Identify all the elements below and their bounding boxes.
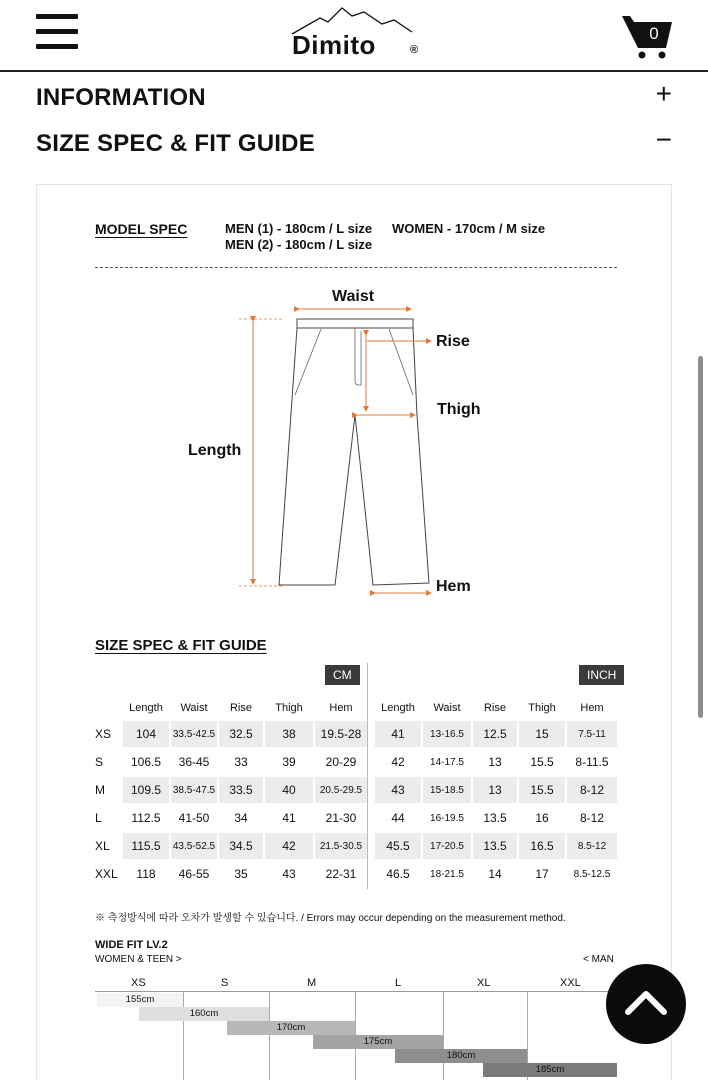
size-label: XL <box>95 839 110 853</box>
table-cell: 34.5 <box>219 833 263 859</box>
table-row <box>375 805 617 831</box>
table-row <box>93 749 367 775</box>
registered-mark: ® <box>410 44 419 56</box>
size-guide-panel <box>36 184 672 1080</box>
table-cell: 33.5 <box>219 777 263 803</box>
waist-label: Waist <box>332 288 375 305</box>
table-cell: 44 <box>391 811 405 825</box>
back-to-top-button[interactable] <box>606 964 686 1044</box>
size-label: L <box>95 811 102 825</box>
table-row <box>93 777 367 803</box>
man-label: < MAN <box>583 954 614 965</box>
table-cell: 13-16.5 <box>423 721 471 747</box>
cart-button[interactable] <box>620 12 676 60</box>
height-bar-185: 185cm <box>483 1063 617 1077</box>
logo-text: Dimito <box>292 30 376 60</box>
table-row <box>93 805 367 831</box>
fit-guide-title: WIDE FIT LV.2 <box>95 939 168 951</box>
table-cell: 32.5 <box>219 721 263 747</box>
fit-separator <box>443 991 444 1080</box>
table-cell: 16.5 <box>519 833 565 859</box>
table-cell: 38 <box>265 721 313 747</box>
height-bar-180: 180cm <box>395 1049 527 1063</box>
fit-separator <box>183 991 184 1080</box>
table-cell: 13.5 <box>473 833 517 859</box>
table-cell: 21-30 <box>325 811 357 825</box>
rise-label: Rise <box>436 333 470 350</box>
height-bar-175: 175cm <box>313 1035 443 1049</box>
table-cell: 45.5 <box>375 833 421 859</box>
table-cell: 7.5-11 <box>567 721 617 747</box>
hem-label: Hem <box>436 578 471 595</box>
table-cell: 20-29 <box>325 755 357 769</box>
plus-icon[interactable]: + <box>655 78 672 109</box>
table-cell: 41-50 <box>178 811 210 825</box>
height-bar-155: 155cm <box>97 993 183 1007</box>
fit-size-xxl: XXL <box>560 977 581 989</box>
length-label: Length <box>188 442 242 459</box>
model-spec-women: WOMEN - 170cm / M size <box>392 221 546 236</box>
table-cell: 8-11.5 <box>575 755 609 769</box>
table-cell: 33 <box>234 755 248 769</box>
table-cell: 15.5 <box>530 755 554 769</box>
women-teen-label: WOMEN & TEEN > <box>95 954 182 965</box>
table-cell: 19.5-28 <box>315 721 367 747</box>
chevron-up-icon <box>606 964 686 1044</box>
table-cell: 14-17.5 <box>430 756 464 768</box>
model-spec-label: MODEL SPEC <box>95 221 188 237</box>
table-cell: 8-12 <box>579 811 605 825</box>
fit-size-m: M <box>307 977 317 989</box>
table-cell: 39 <box>282 755 296 769</box>
brand-logo[interactable] <box>290 4 425 64</box>
column-header: Rise <box>483 702 506 714</box>
table-cell: 106.5 <box>130 755 162 769</box>
table-cell: 33.5-42.5 <box>171 721 217 747</box>
table-cell: 8.5-12 <box>567 833 617 859</box>
table-cell: 16 <box>535 811 549 825</box>
model-spec-men1: MEN (1) - 180cm / L size <box>225 221 373 236</box>
table-cell: 43.5-52.5 <box>171 833 217 859</box>
model-spec-men2: MEN (2) - 180cm / L size <box>225 237 373 252</box>
size-spec-title: SIZE SPEC & FIT GUIDE <box>95 637 267 654</box>
size-label: S <box>95 755 104 769</box>
table-row <box>93 861 367 887</box>
table-header-row <box>375 697 617 719</box>
table-header-row <box>93 697 367 719</box>
fit-size-s: S <box>221 977 229 989</box>
column-header: Thigh <box>528 702 556 714</box>
table-row <box>93 721 367 747</box>
table-cell: 17 <box>535 867 549 881</box>
accordion-title: INFORMATION <box>36 84 206 111</box>
column-header: Waist <box>180 702 208 714</box>
table-cell: 8.5-12.5 <box>573 868 611 880</box>
table-cell: 8-12 <box>567 777 617 803</box>
accordion-information[interactable] <box>36 78 676 118</box>
cm-tag: CM <box>325 665 360 685</box>
table-cell: 109.5 <box>123 777 169 803</box>
table-cell: 43 <box>375 777 421 803</box>
table-cell: 14 <box>488 867 502 881</box>
measurement-note: ※ 측정방식에 따라 오차가 발생할 수 있습니다. / Errors may occur depending on the measurement method. <box>95 913 566 924</box>
column-header: Waist <box>433 702 461 714</box>
inch-tag: INCH <box>579 665 624 685</box>
size-label: XXL <box>95 867 118 881</box>
table-cell: 16-19.5 <box>430 812 464 824</box>
minus-icon[interactable]: − <box>655 124 672 155</box>
table-row <box>375 721 617 747</box>
table-cell: 118 <box>136 867 156 881</box>
fit-size-xl: XL <box>477 977 491 989</box>
top-bar <box>0 0 708 72</box>
menu-icon[interactable] <box>36 14 78 50</box>
table-row <box>375 749 617 775</box>
table-cell: 41 <box>282 811 296 825</box>
table-cell: 38.5-47.5 <box>171 777 217 803</box>
table-cell: 15-18.5 <box>423 777 471 803</box>
fit-size-l: L <box>395 977 402 989</box>
table-cell: 46-55 <box>178 867 210 881</box>
table-cell: 13.5 <box>483 811 507 825</box>
table-row <box>375 833 617 859</box>
size-label: XS <box>95 727 112 741</box>
table-cell: 115.5 <box>123 833 169 859</box>
table-cell: 42 <box>391 755 405 769</box>
column-header: Length <box>381 702 415 714</box>
table-cell: 13 <box>473 777 517 803</box>
table-cell: 112.5 <box>131 811 161 825</box>
table-cell: 21.5-30.5 <box>315 833 367 859</box>
table-cell: 41 <box>375 721 421 747</box>
table-cell: 40 <box>265 777 313 803</box>
accordion-title: SIZE SPEC & FIT GUIDE <box>36 130 315 157</box>
table-cell: 43 <box>282 867 296 881</box>
thigh-label: Thigh <box>437 401 481 418</box>
fit-size-xs: XS <box>131 977 146 989</box>
height-bar-160: 160cm <box>139 1007 269 1021</box>
table-row <box>375 777 617 803</box>
table-cell: 36-45 <box>178 755 210 769</box>
table-cell: 42 <box>265 833 313 859</box>
table-cell: 13 <box>488 755 502 769</box>
cart-count: 0 <box>649 24 659 43</box>
column-header: Hem <box>580 702 604 714</box>
table-cell: 17-20.5 <box>423 833 471 859</box>
accordion-size-spec[interactable] <box>36 124 676 164</box>
fit-separator <box>269 991 270 1080</box>
column-header: Rise <box>229 702 252 714</box>
table-cell: 20.5-29.5 <box>315 777 367 803</box>
table-row <box>375 861 617 887</box>
pants-diagram <box>37 185 673 615</box>
table-row <box>93 833 367 859</box>
table-cell: 15 <box>519 721 565 747</box>
cm-table <box>91 695 369 889</box>
table-cell: 18-21.5 <box>430 868 464 880</box>
table-cell: 12.5 <box>473 721 517 747</box>
table-cell: 34 <box>234 811 248 825</box>
scrollbar-thumb[interactable] <box>698 356 703 718</box>
column-header: Hem <box>329 702 353 714</box>
table-cell: 104 <box>123 721 169 747</box>
column-header: Thigh <box>275 702 303 714</box>
column-header: Length <box>129 702 163 714</box>
table-cell: 46.5 <box>386 867 410 881</box>
height-bar-170: 170cm <box>227 1021 355 1035</box>
table-cell: 22-31 <box>325 867 357 881</box>
inch-table <box>373 695 619 889</box>
size-label: M <box>95 783 105 797</box>
table-cell: 15.5 <box>519 777 565 803</box>
table-cell: 35 <box>234 867 248 881</box>
